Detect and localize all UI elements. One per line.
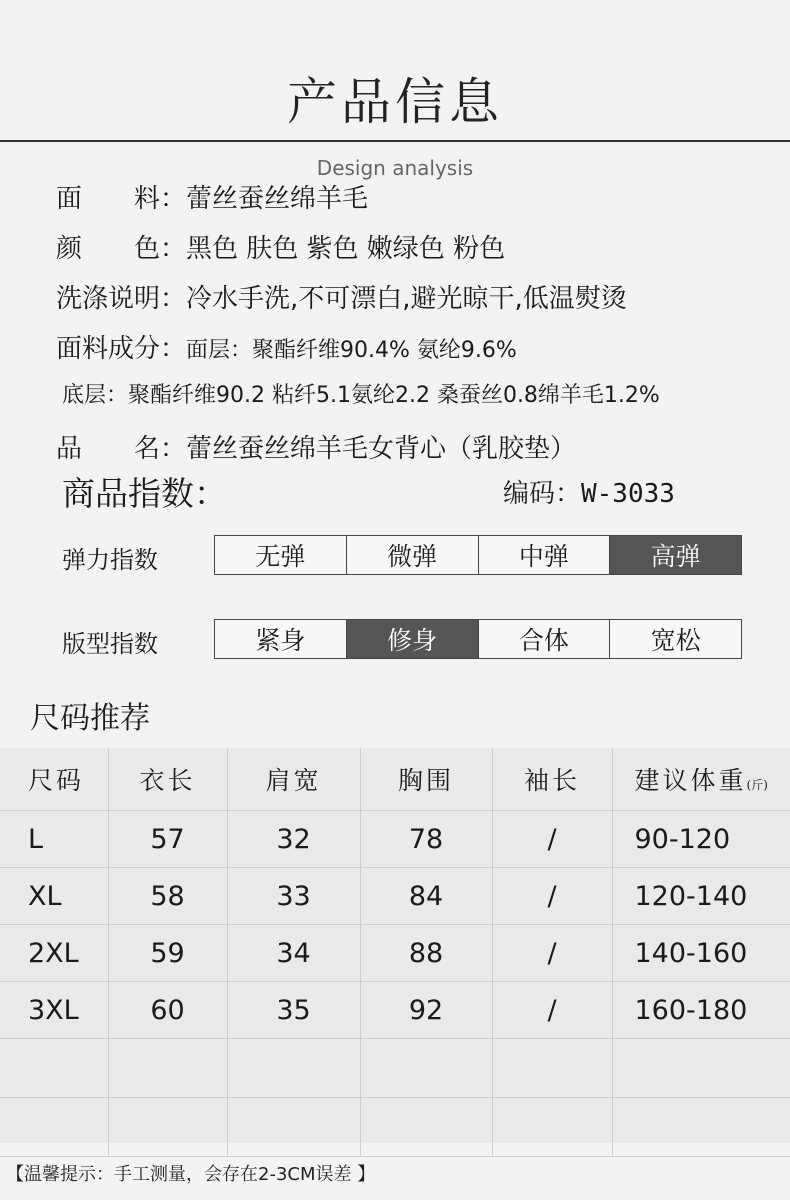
info-composition: 面料成分：面层：聚酯纤维90.4% 氨纶9.6%: [56, 334, 517, 364]
table-empty-row: [0, 1098, 790, 1157]
page-title: 产品信息: [287, 73, 503, 131]
title-divider: [0, 140, 790, 142]
header-size: 尺码: [0, 748, 108, 811]
info-washing: 洗涤说明：冷水手洗,不可漂白,避光晾干,低温熨烫: [56, 284, 627, 314]
table-row: 3XL 60 35 92 / 160-180: [0, 982, 790, 1039]
table-row: XL 58 33 84 / 120-140: [0, 868, 790, 925]
info-color: 颜 色：黑色 肤色 紫色 嫩绿色 粉色: [56, 234, 506, 264]
weight-unit: (斤): [746, 778, 768, 792]
header-weight: 建议体重(斤): [612, 748, 790, 811]
fit-option: 紧身: [215, 620, 347, 658]
info-composition-base: 底层：聚酯纤维90.2 粘纤5.1氨纶2.2 桑蚕丝0.8绵羊毛1.2%: [62, 383, 660, 408]
elasticity-option-selected: 高弹: [610, 536, 741, 574]
page-subtitle: Design analysis: [316, 156, 474, 180]
product-code: 编码：W-3033: [503, 479, 675, 509]
fit-option-selected: 修身: [347, 620, 479, 658]
fit-scale: [214, 619, 742, 659]
table-row: L 57 32 78 / 90-120: [0, 811, 790, 868]
info-fabric: 面 料：蕾丝蚕丝绵羊毛: [56, 184, 369, 214]
size-table: [0, 748, 790, 1143]
table-header-row: [0, 748, 790, 811]
fit-label: 版型指数: [62, 630, 158, 658]
measurement-tip: 【温馨提示：手工测量，会存在2-3CM误差 】: [6, 1164, 376, 1185]
header-bust: 胸围: [360, 748, 492, 811]
product-index-title: 商品指数：: [62, 474, 227, 513]
header-sleeve: 袖长: [492, 748, 612, 811]
elasticity-option: 无弹: [215, 536, 347, 574]
header-shoulder: 肩宽: [227, 748, 360, 811]
header-length: 衣长: [108, 748, 227, 811]
table-row: 2XL 59 34 88 / 140-160: [0, 925, 790, 982]
info-product-name: 品 名：蕾丝蚕丝绵羊毛女背心（乳胶垫）: [56, 434, 577, 464]
elasticity-option: 中弹: [479, 536, 611, 574]
elasticity-label: 弹力指数: [62, 546, 158, 574]
elasticity-option: 微弹: [347, 536, 479, 574]
fit-option: 合体: [479, 620, 611, 658]
table-empty-row: [0, 1039, 790, 1098]
size-section-title: 尺码推荐: [30, 701, 150, 736]
elasticity-scale: [214, 535, 742, 575]
fit-option: 宽松: [650, 626, 701, 655]
